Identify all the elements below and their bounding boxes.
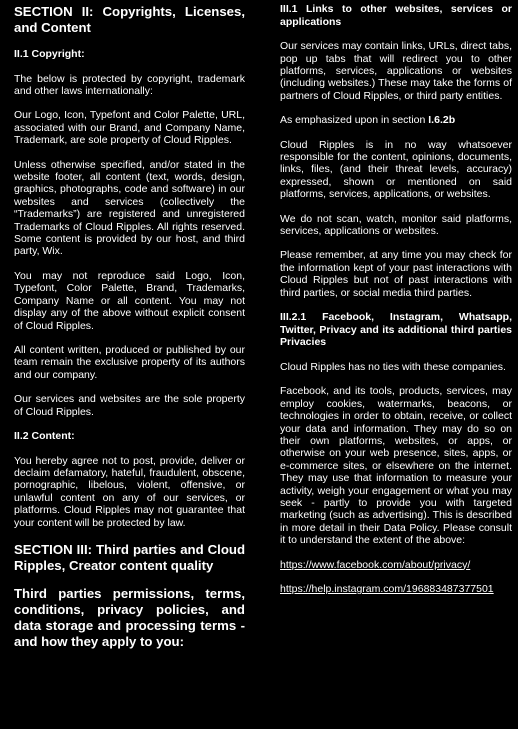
copyright-heading: II.1 Copyright: <box>14 48 85 60</box>
left-column <box>14 0 245 650</box>
emphasized-paragraph <box>280 114 512 126</box>
copyright-paragraph-3: Unless otherwise specified, and/or stated in the website footer, all content (text, words, design, graphics, photographs, code and software) in our websites and services (collectively the “Trademarks”) are registered and unregistered Trademarks of Cloud Ripples. All rights reserved. Some content is provided by our host, and third party, Wix. <box>14 158 245 258</box>
content-heading: II.2 Content: <box>14 429 75 442</box>
right-column <box>280 0 512 595</box>
links-paragraph-1: Our services may contain links, URLs, direct tabs, pop up tabs that will redirect you to other platforms, services, applications or websites (including websites.) These may take the forms of partners of Cloud Ripples, or third party entities. <box>280 40 512 102</box>
section-3-subheading: Third parties permissions, terms, conditions, privacy policies, and data storage and processing terms - and how they apply to you: <box>14 585 245 649</box>
content-paragraph-1: You hereby agree not to post, provide, deliver or declaim defamatory, hateful, fraudulent, obscene, pornographic, libelous, violent, offensive, or unlawful content on any of our services, or platforms. Cloud Ripples may not guarantee that your content will be protected by law. <box>14 454 245 529</box>
facebook-privacy-link[interactable]: https://www.facebook.com/about/privacy/ <box>280 558 471 571</box>
facebook-paragraph-2: Facebook, and its tools, products, services, may employ cookies, watermarks, beacons, or technologies in order to obtain, receive, or collect your data and information. They may do so on their own platforms, websites, or apps, or otherwise on your web presence, sites, apps, or e-commerce sites, or elsewhere on the internet. They may use that information to measure your activity, weigh your engagement or what you may seek - partly to provide you with targeted marketing (such as advertising). This is described in more detail in their Data Policy. Please consult it to understand the extent of the above: <box>280 385 512 547</box>
links-heading: III.1 Links to other websites, services or applications <box>280 3 512 28</box>
instagram-help-link[interactable]: https://help.instagram.com/196883487377501 <box>280 582 494 595</box>
copyright-paragraph-1: The below is protected by copyright, trademark and other laws internationally: <box>14 72 245 97</box>
copyright-paragraph-2: Our Logo, Icon, Typefont and Color Palette, URL, associated with our Brand, and Company Name, Trademark, are sole property of Cloud Ripples. <box>14 109 245 147</box>
links-paragraph-4: Please remember, at any time you may check for the information kept of your past interactions with Cloud Ripples but not of past interactions with third parties, or social media third parties. <box>280 249 512 299</box>
copyright-paragraph-5: All content written, produced or published by our team remain the exclusive property of its authors and our company. <box>14 343 245 381</box>
facebook-paragraph-1: Cloud Ripples has no ties with these companies. <box>280 360 506 373</box>
links-paragraph-2: Cloud Ripples is in no way whatsoever responsible for the content, opinions, documents, links, files, (and their threat levels, accuracy) expressed, shown or mentioned on said platforms, services, applications, or websites. <box>280 138 512 201</box>
section-3-heading: SECTION III: Third parties and Cloud Ripples, Creator content quality <box>14 541 245 573</box>
copyright-paragraph-4: You may not reproduce said Logo, Icon, Typefont, Color Palette, Brand, Trademarks, Company Name or all content. You may not display any of the above without explicit consent of Cloud Ripples. <box>14 269 245 332</box>
copyright-paragraph-6: Our services and websites are the sole property of Cloud Ripples. <box>14 393 245 418</box>
section-2-heading: SECTION II: Copyrights, Licenses, and Content <box>14 4 245 35</box>
section-reference: I.6.2b <box>428 114 456 127</box>
emphasized-prefix: As emphasized upon in section <box>280 114 429 127</box>
facebook-heading: III.2.1 Facebook, Instagram, Whatsapp, Twitter, Privacy and its additional third parties Privacies <box>280 311 512 349</box>
links-paragraph-3: We do not scan, watch, monitor said platforms, services, applications or websites. <box>280 212 512 238</box>
